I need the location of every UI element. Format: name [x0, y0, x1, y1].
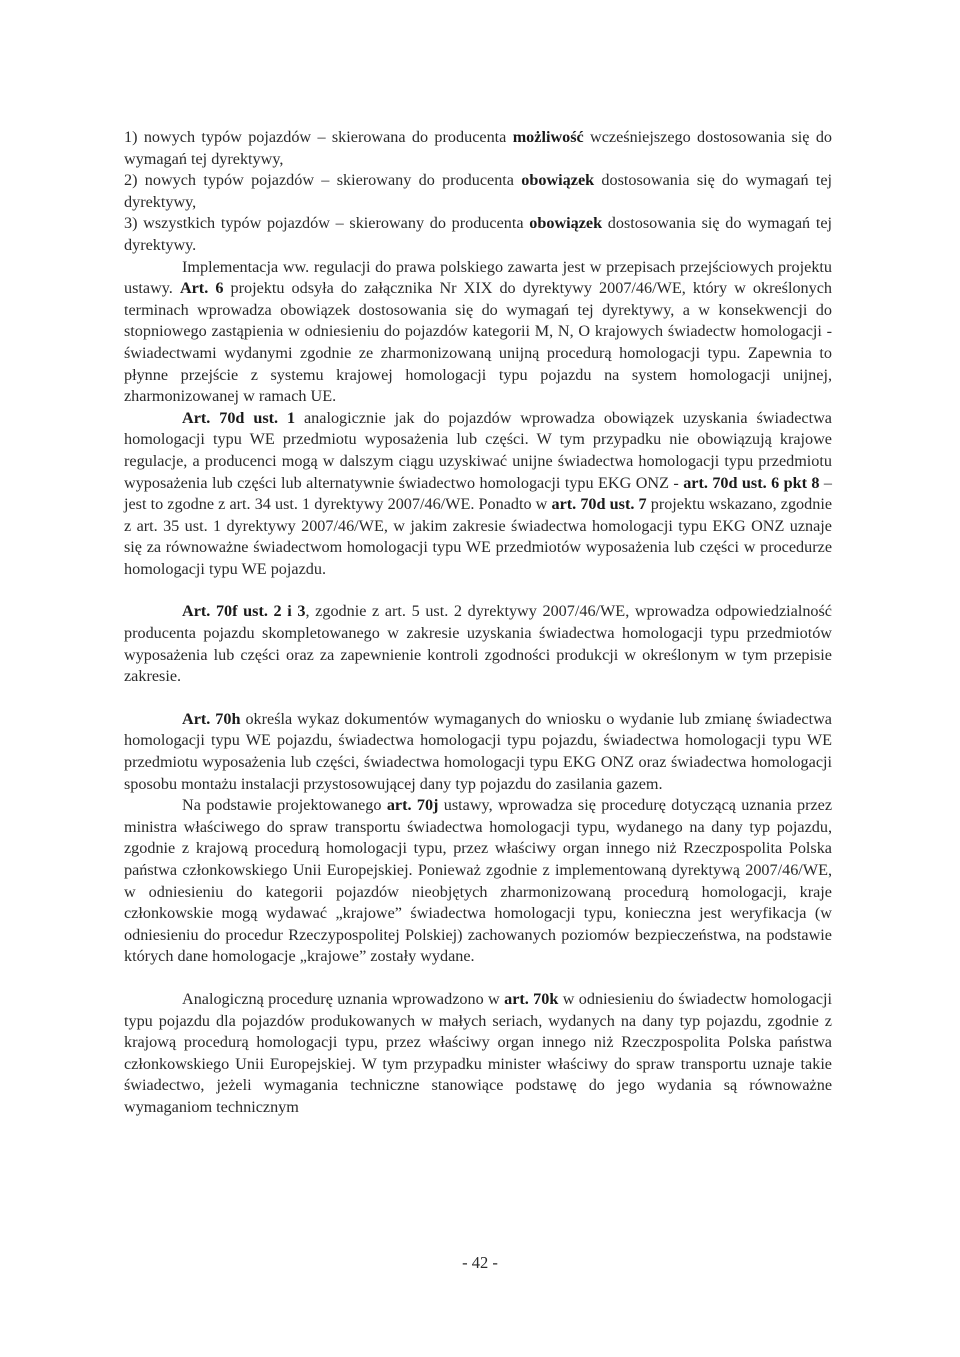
bold-reference: obowiązek — [521, 171, 595, 190]
paragraph-p7 — [124, 709, 832, 795]
bold-reference: art. 70j — [386, 796, 439, 815]
bold-reference: możliwość — [512, 128, 584, 146]
paragraph-p8 — [124, 795, 832, 968]
bold-reference: art. 70d ust. 6 pkt 8 — [683, 473, 820, 492]
paragraph-p4 — [124, 257, 832, 408]
text-run: projektu odsyła do załącznika Nr XIX do dyrektywy 2007/46/WE, który w określonych terminach wprowadza obowiązek dostosowania się do wymagań tej dyrektywy, a w konsekwencji do stopniowego zastąpienia w odniesieniu do pojazdów kategorii M, N, O krajowych świadectw homologacji - świadectwami wydanymi zgodnie ze zharmonizowaną unijną procedurą homologacji typu. Zapewnia to płynne przejście z systemu krajowej homologacji typu pojazdu na system homologacji unijnej, zharmonizowanej w ramach UE. — [124, 279, 832, 406]
paragraph-gap — [124, 580, 832, 601]
document-body — [124, 127, 832, 1119]
bold-reference: Art. 70h — [182, 709, 241, 728]
text-run: Analogiczną procedurę uznania wprowadzono w — [182, 989, 505, 1008]
paragraph-p3 — [124, 213, 832, 256]
text-run: ustawy, wprowadza się procedurę dotyczącą uznania przez ministra właściwego do spraw transportu świadectwa homologacji typu, wydanego na dany typ pojazdu, zgodnie z krajową procedurą homologacji typu, przez właściwy organ innego niż Rzeczpospolita Polska państwa członkowskiego Unii Europejskiej. Ponieważ zgodnie z implementowaną dyrektywą 2007/46/WE, w odniesieniu do kategorii pojazdów nieobjętych zharmonizowaną procedurą homologacji, kraje członkowskie mogą wydawać „krajowe” świadectwa homologacji typu, konieczna jest weryfikacja (w odniesieniu do procedur Rzeczypospolitej Polskiej) zachowanych poziomów bezpieczeństwa, na podstawie których dane homologacje „krajowe” zostały wydane. — [124, 796, 833, 966]
paragraph-p6 — [124, 601, 832, 687]
paragraph-p5 — [124, 408, 832, 581]
text-run: 2) nowych typów pojazdów – skierowany do producenta — [124, 171, 522, 190]
paragraph-p1 — [124, 127, 832, 170]
text-run: analogicznie jak do pojazdów wprowadza obowiązek uzyskania świadectwa homologacji typu WE przedmiotu wyposażenia lub części. W tym przypadku nie obowiązują krajowe regulacje, a producenci mogą w dalszym ciągu uzyskiwać unijne świadectwa homologacji typu przedmiotu wyposażenia lub części lub alternatywnie świadectwo homologacji typu EKG ONZ - — [124, 408, 832, 492]
text-run: 1) nowych typów pojazdów – skierowana do producenta — [124, 128, 513, 146]
bold-reference: 7 — [638, 495, 647, 514]
bold-reference: 2 i 3 — [273, 602, 306, 621]
text-run: w odniesieniu do świadectw homologacji typu pojazdu dla pojazdów produkowanych w małych seriach, wydanych na dany typ pojazdu, zgodnie z krajową procedurą homologacji typu, przez właściwy organ innego niż Rzeczpospolita Polska państwa członkowskiego Unii Europejskiej. W tym przypadku minister właściwy do spraw transportu uznaje takie świadectwo, jeżeli wymagania techniczne stanowiące podstawę do jego wydania są równoważne wymaganiom technicznym — [124, 989, 832, 1116]
bold-reference: Art. 70f ust. — [182, 602, 268, 621]
bold-reference: 6 — [215, 279, 224, 298]
text-run: dostosowania się do wymagań tej dyrektywy. — [124, 214, 833, 254]
paragraph-gap — [124, 688, 832, 709]
paragraph-p9 — [124, 989, 832, 1119]
bold-reference: art. 70k — [504, 989, 559, 1008]
text-run: Na podstawie projektowanego — [182, 796, 387, 815]
bold-reference: Art. — [179, 279, 209, 298]
text-run: – jest to zgodne z art. 34 ust. 1 dyrektywy 2007/46/WE. Ponadto w — [124, 473, 832, 514]
paragraph-gap — [124, 968, 832, 989]
bold-reference: 1 — [286, 408, 296, 427]
page-number: - 42 - — [462, 1253, 498, 1272]
bold-reference: art. 70d ust. — [551, 495, 635, 514]
text-run: dostosowania się do wymagań tej dyrektywy, — [124, 171, 833, 211]
text-run: wcześniejszego dostosowania się do wymagań tej dyrektywy, — [124, 128, 833, 168]
bold-reference: obowiązek — [529, 214, 603, 233]
text-run: określa wykaz dokumentów wymaganych do wniosku o wydanie lub zmianę świadectwa homologacji typu WE pojazdu, świadectwa homologacji typu pojazdu, świadectwa homologacji typu WE przedmiotu wyposażenia lub części, świadectwa homologacji typu EKG ONZ oraz świadectwa homologacji sposobu montażu instalacji przystosowującej dany typ pojazdu do zasilania gazem. — [124, 709, 832, 793]
text-run: 3) wszystkich typów pojazdów – skierowany do producenta — [124, 214, 530, 233]
text-run: projektu wskazano, zgodnie z art. 35 ust. 1 dyrektywy 2007/46/WE, w jakim zakresie świadectwa homologacji typu EKG ONZ uznaje się za równoważne świadectwom homologacji typu WE przedmiotów wyposażenia lub części w procedurze homologacji typu WE pojazdu. — [124, 495, 833, 578]
bold-reference: Art. 70d ust. — [182, 408, 279, 427]
paragraph-p2 — [124, 170, 832, 213]
text-run: Implementacja ww. regulacji do prawa polskiego zawarta jest w przepisach przejściowych projektu ustawy. — [124, 257, 832, 298]
text-run — [278, 409, 287, 427]
text-run: , zgodnie z art. 5 ust. 2 dyrektywy 2007/46/WE, wprowadza odpowiedzialność producenta pojazdu skompletowanego w zakresie uzyskania świadectwa homologacji typu przedmiotów wyposażenia lub części oraz za zapewnienie kontroli zgodności produkcji w określonym w tym przepisie zakresie. — [124, 602, 832, 686]
